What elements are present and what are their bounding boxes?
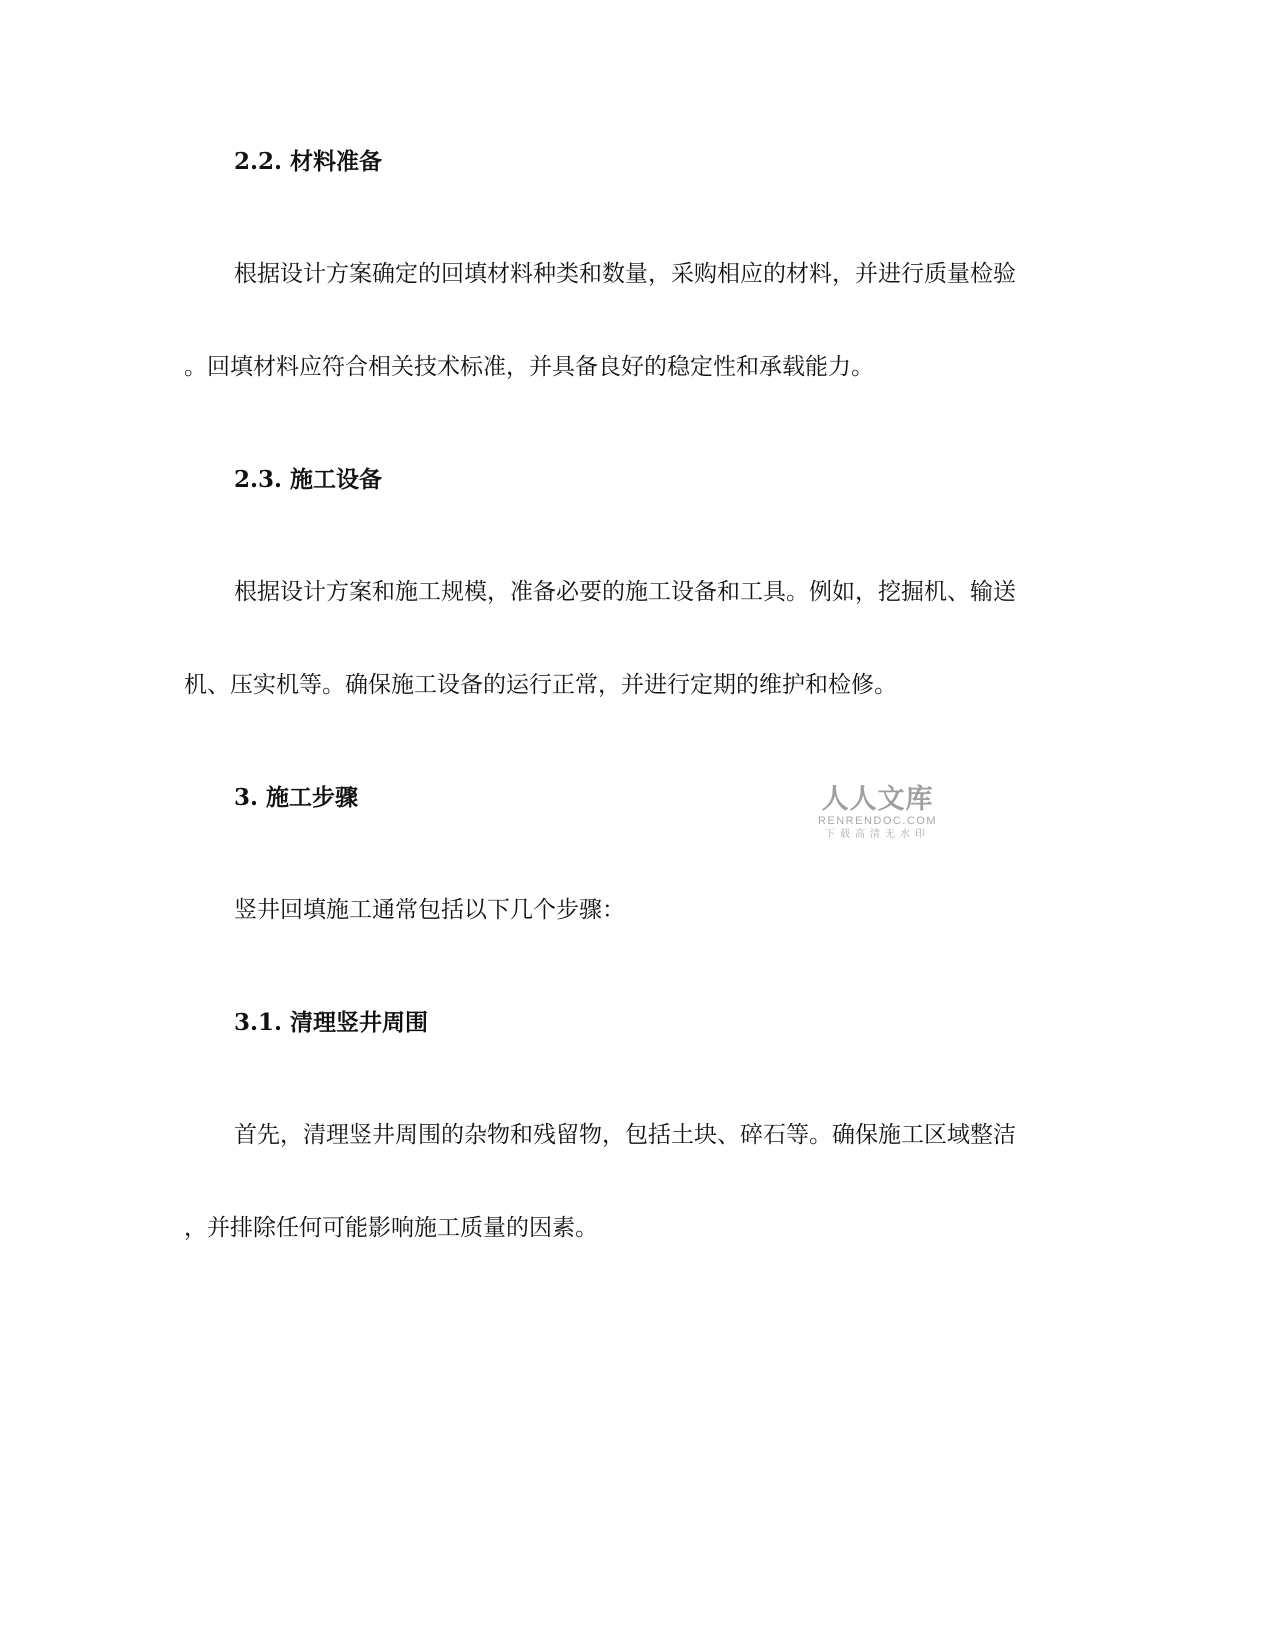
paragraph-2-2-line-2: 。回填材料应符合相关技术标准，并具备良好的稳定性和承载能力。 (184, 354, 874, 380)
heading-3: 3. 施工步骤 (234, 784, 359, 811)
watermark-subtitle: 下载高清无水印 (825, 829, 930, 840)
watermark-url: RENRENDOC.COM (817, 815, 938, 827)
paragraph-3-1-line-1: 首先，清理竖井周围的杂物和残留物，包括土块、碎石等。确保施工区域整洁 (234, 1122, 1016, 1148)
heading-3-1: 3.1. 清理竖井周围 (234, 1009, 429, 1036)
renrendoc-watermark (815, 785, 940, 845)
paragraph-3-line-1: 竖井回填施工通常包括以下几个步骤： (234, 897, 625, 923)
paragraph-2-3-line-2: 机、压实机等。确保施工设备的运行正常，并进行定期的维护和检修。 (184, 672, 897, 698)
paragraph-2-2-line-1: 根据设计方案确定的回填材料种类和数量，采购相应的材料，并进行质量检验 (234, 261, 1016, 287)
heading-2-3: 2.3. 施工设备 (234, 466, 383, 493)
paragraph-3-1-line-2: ，并排除任何可能影响施工质量的因素。 (184, 1215, 598, 1241)
paragraph-2-3-line-1: 根据设计方案和施工规模，准备必要的施工设备和工具。例如，挖掘机、输送 (234, 579, 1016, 605)
watermark-title: 人人文库 (821, 784, 934, 815)
heading-2-2: 2.2. 材料准备 (234, 148, 383, 175)
